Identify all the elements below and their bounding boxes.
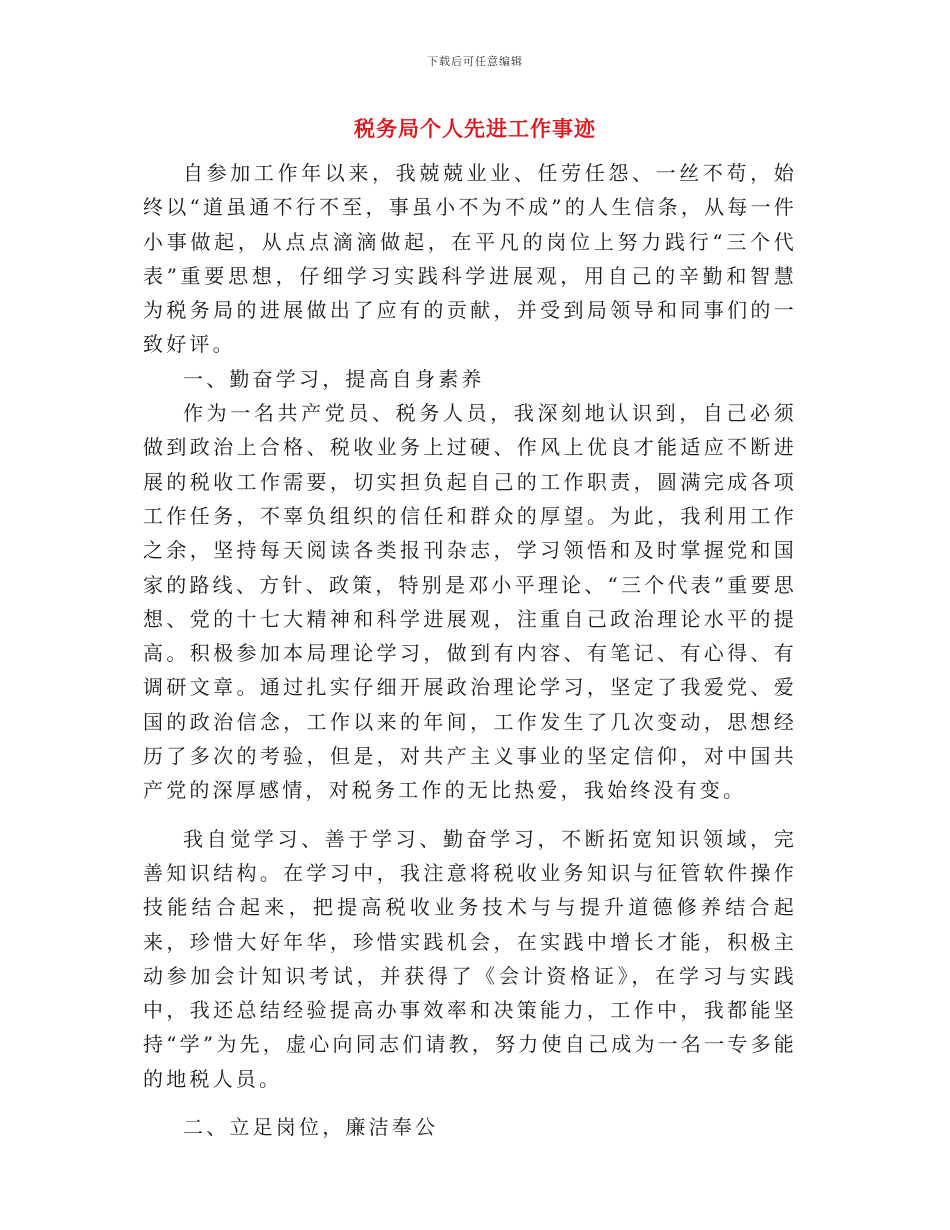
header-note: 下载后可任意编辑 (427, 55, 523, 68)
section-1-paragraph-1: 作为一名共产党员、税务人员，我深刻地认识到，自己必须做到政治上合格、税收业务上过硬、作风上优良才能适应不断进展的税收工作需要，切实担负起自己的工作职责，圆满完成各项工作任务，不辜负组织的信任和群众的厚望。为此，我利用工作之余，坚持每天阅读各类报刊杂志，学习领悟和及时掌握党和国家的路线、方针、政策，特别是邓小平理论、“三个代表”重要思想、党的十七大精神和科学进展观，注重自己政治理论水平的提高。积极参加本局理论学习，做到有内容、有笔记、有心得、有调研文章。通过扎实仔细开展政治理论学习，坚定了我爱党、爱国的政治信念，工作以来的年间，工作发生了几次变动，思想经历了多次的考验，但是，对共产主义事业的坚定信仰，对中国共产党的深厚感情，对税务工作的无比热爱，我始终没有变。 (143, 401, 797, 803)
document-title: 税务局个人先进工作事迹 (354, 116, 596, 141)
section-1-heading: 一、勤奋学习，提高自身素养 (183, 366, 485, 391)
section-2-heading: 二、立足岗位，廉洁奉公 (183, 1115, 439, 1140)
document-body (143, 156, 797, 1144)
intro-paragraph: 自参加工作年以来，我兢兢业业、任劳任怨、一丝不苟，始终以“道虽通不行不至，事虽小不为不成”的人生信条，从每一件小事做起，从点点滴滴做起，在平凡的岗位上努力践行“三个代表”重要思想，仔细学习实践科学进展观，用自己的辛勤和智慧为税务局的进展做出了应有的贡献，并受到局领导和同事们的一致好评。 (143, 161, 797, 357)
section-1-paragraph-2: 我自觉学习、善于学习、勤奋学习，不断拓宽知识领域，完善知识结构。在学习中，我注意将税收业务知识与征管软件操作技能结合起来，把提高税收业务技术与与提升道德修养结合起来，珍惜大好年华，珍惜实践机会，在实践中增长才能，积极主动参加会计知识考试，并获得了《会计资格证》，在学习与实践中，我还总结经验提高办事效率和决策能力，工作中，我都能坚持“学”为先，虚心向同志们请教，努力使自己成为一名一专多能的地税人员。 (143, 826, 797, 1091)
